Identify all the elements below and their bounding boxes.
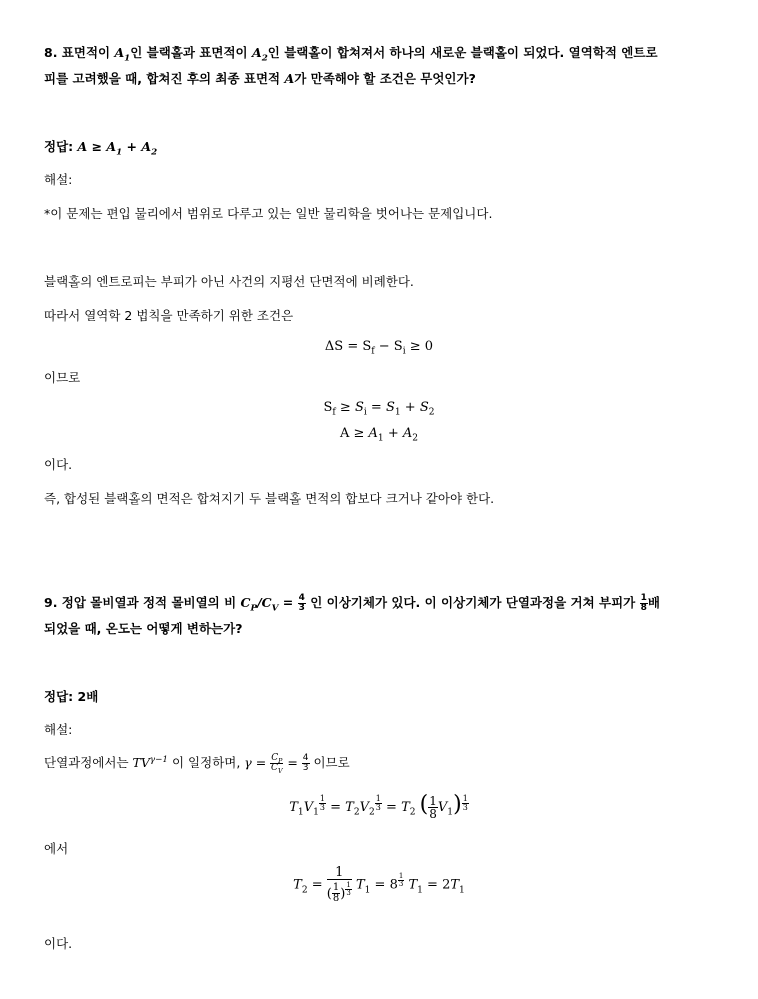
question-8-text: 8. 표면적이 $A_1$인 블랙홀과 표면적이 $A_2$인 블랙홀이 합쳐져서 하나의 새로운 블랙홀이 되었다. 열역학적 엔트로 피를 고려했을 때, 합쳐진 후의 최종 표면적 A가 만족해야 할 조건은 무엇인가?: [44, 45, 658, 86]
q9-answer: 정답: 2배: [44, 689, 99, 704]
q8-paragraph-5: 즉, 합성된 블랙홀의 면적은 합쳐지기 두 블랙홀 면적의 합보다 크거나 같아야 한다.: [44, 491, 495, 506]
question-9-text: 9. 정압 몰비열과 정적 몰비열의 비 $C_P/C_V$ = $\frac{4}{3}$ 인 이상기체가 있다. 이 이상기체가 단열과정을 거쳐 부피가 $\frac{1}{8}$ 배 되었을 때, 온도는 어떻게 변하는가?: [44, 593, 660, 636]
q8-paragraph-3: 이므로: [44, 370, 81, 385]
q9-equation-1: $T_1V_1$ $^{\frac{1}{3}}$ = $T_2V_2$ $^{\frac{1}{3}}$ = $T_2$ ( $\frac{1}{8}$ $V_1$) $^{\frac{1}{3}}$: [289, 792, 468, 821]
q8-equation-2: $S_f \ge S_i = S_1 + S_2$: [323, 400, 435, 418]
q8-equation-3: $A \ge A_1 + A_2$: [339, 426, 419, 444]
q9-paragraph-2: 에서: [44, 841, 69, 856]
q8-explain-label: 해설:: [44, 172, 73, 187]
q9-explain-label: 해설:: [44, 722, 73, 737]
q9-paragraph-3: 이다.: [44, 936, 73, 951]
q9-paragraph-1: 단열과정에서는 $TV^{\gamma-1}$ 이 일정하며, γ = $\frac{C_P}{C_V}$ = $\frac{4}{3}$ 이므로: [44, 753, 350, 775]
q9-equation-2: $T_2$ = 1 ( $\frac{1}{8}$ ) $^{\frac{1}{3}}$ $T_1 = 8$ $^{\frac{1}{3}}$ $T_1 = 2T_1$: [293, 865, 465, 905]
q8-paragraph-4: 이다.: [44, 457, 73, 472]
q8-note: *이 문제는 편입 물리에서 범위로 다루고 있는 일반 물리학을 벗어나는 문제입니다.: [44, 206, 493, 221]
q8-paragraph-1: 블랙홀의 엔트로피는 부피가 아닌 사건의 지평선 단면적에 비례한다.: [44, 274, 414, 289]
q8-answer: 정답: $A \ge A_1 + A_2$: [44, 139, 158, 158]
q8-paragraph-2: 따라서 열역학 2 법칙을 만족하기 위한 조건은: [44, 308, 294, 323]
q8-equation-1: $\Delta S = S_f - S_i \ge 0$: [324, 339, 434, 357]
